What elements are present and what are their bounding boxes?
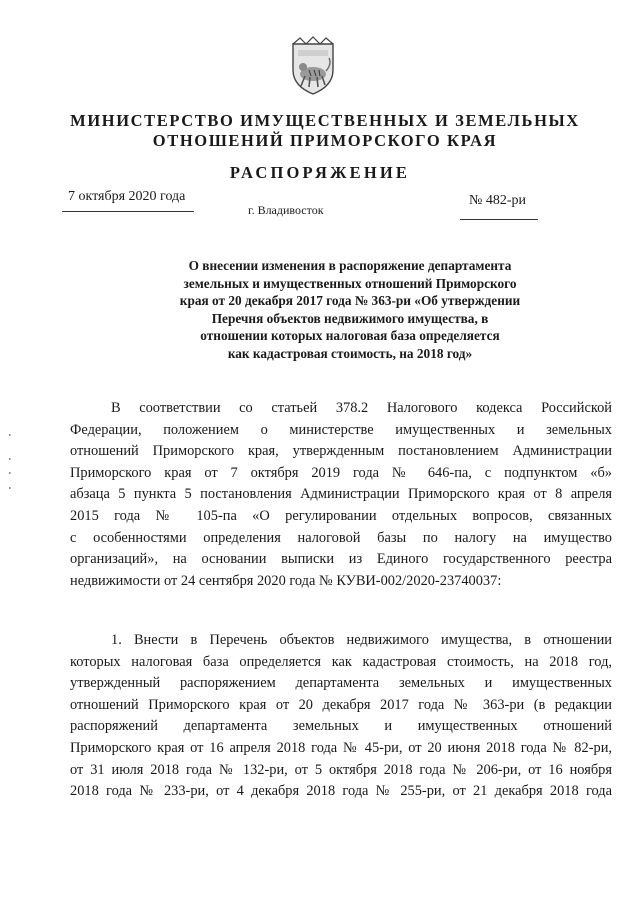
body-paragraph-1 xyxy=(70,398,612,592)
body-line: организаций», на основании выписки из Единого государственного реестра xyxy=(70,551,612,568)
subject-line: как кадастровая стоимость, на 2018 год» xyxy=(227,345,473,361)
date-underline xyxy=(62,211,194,212)
body-line: 2015 года № 105-па «О регулировании отдельных вопросов, связанных xyxy=(70,507,612,524)
document-number: № 482-ри xyxy=(469,193,527,208)
subject-line: земельных и имущественных отношений Приморского xyxy=(183,275,517,291)
body-line: отношений Приморского края от 20 декабря 2017 года № 363-ри (в редакции xyxy=(70,696,612,713)
body-line: отношений Приморского края, утвержденным постановлением Администрации xyxy=(70,443,612,460)
body-line: с особенностями определения налоговой базы по налогу на имущество xyxy=(70,529,612,546)
document-date: 7 октября 2020 года xyxy=(68,189,186,204)
body-line: которых налоговая база определяется как кадастровая стоимость, на 2018 год, xyxy=(70,653,612,670)
document-city: г. Владивосток xyxy=(248,203,324,217)
body-line: от 31 июля 2018 года № 132-ри, от 5 октября 2018 года № 206-ри, от 16 ноября xyxy=(70,761,612,778)
ministry-name-line-2: ОТНОШЕНИЙ ПРИМОРСКОГО КРАЯ xyxy=(152,131,498,150)
ministry-name xyxy=(60,111,590,151)
body-line: 2018 года № 233-ри, от 4 декабря 2018 года № 255-ри, от 21 декабря 2018 года xyxy=(70,783,612,800)
body-paragraph-2 xyxy=(70,630,612,803)
body-line: распоряжений департамента земельных и имущественных отношений xyxy=(70,718,612,735)
document-subject xyxy=(140,257,560,363)
body-line: Приморского края от 7 октября 2019 года № 646-па, с подпунктом «б» xyxy=(70,464,612,481)
body-line: утвержденный распоряжением департамента земельных и имущественных xyxy=(70,675,612,692)
body-line: Приморского края от 16 апреля 2018 года № 45-ри, от 20 июня 2018 года № 82-ри, xyxy=(70,739,612,756)
subject-line: Перечня объектов недвижимого имущества, в xyxy=(211,310,489,326)
body-line: недвижимости от 24 сентября 2020 года № КУВИ-002/2020-23740037: xyxy=(70,572,502,589)
coat-of-arms-icon xyxy=(288,36,338,96)
scan-margin-marks xyxy=(8,432,12,492)
number-underline xyxy=(460,219,538,220)
body-line: 1. Внести в Перечень объектов недвижимого имущества, в отношении xyxy=(111,632,612,648)
ministry-name-line-1: МИНИСТЕРСТВО ИМУЩЕСТВЕННЫХ И ЗЕМЕЛЬНЫХ xyxy=(70,111,580,130)
body-line: Федерации, положением о министерстве имущественных и земельных xyxy=(70,421,612,438)
subject-line: края от 20 декабря 2017 года № 363-ри «Об утверждении xyxy=(179,293,521,309)
subject-line: отношении которых налоговая база определяется xyxy=(200,328,500,344)
subject-line: О внесении изменения в распоряжение департамента xyxy=(188,258,512,273)
body-line: абзаца 5 пункта 5 постановления Администрации Приморского края от 8 апреля xyxy=(70,486,612,503)
document-type-heading: РАСПОРЯЖЕНИЕ xyxy=(229,163,411,182)
body-line: В соответствии со статьей 378.2 Налогового кодекса Российской xyxy=(111,400,612,416)
